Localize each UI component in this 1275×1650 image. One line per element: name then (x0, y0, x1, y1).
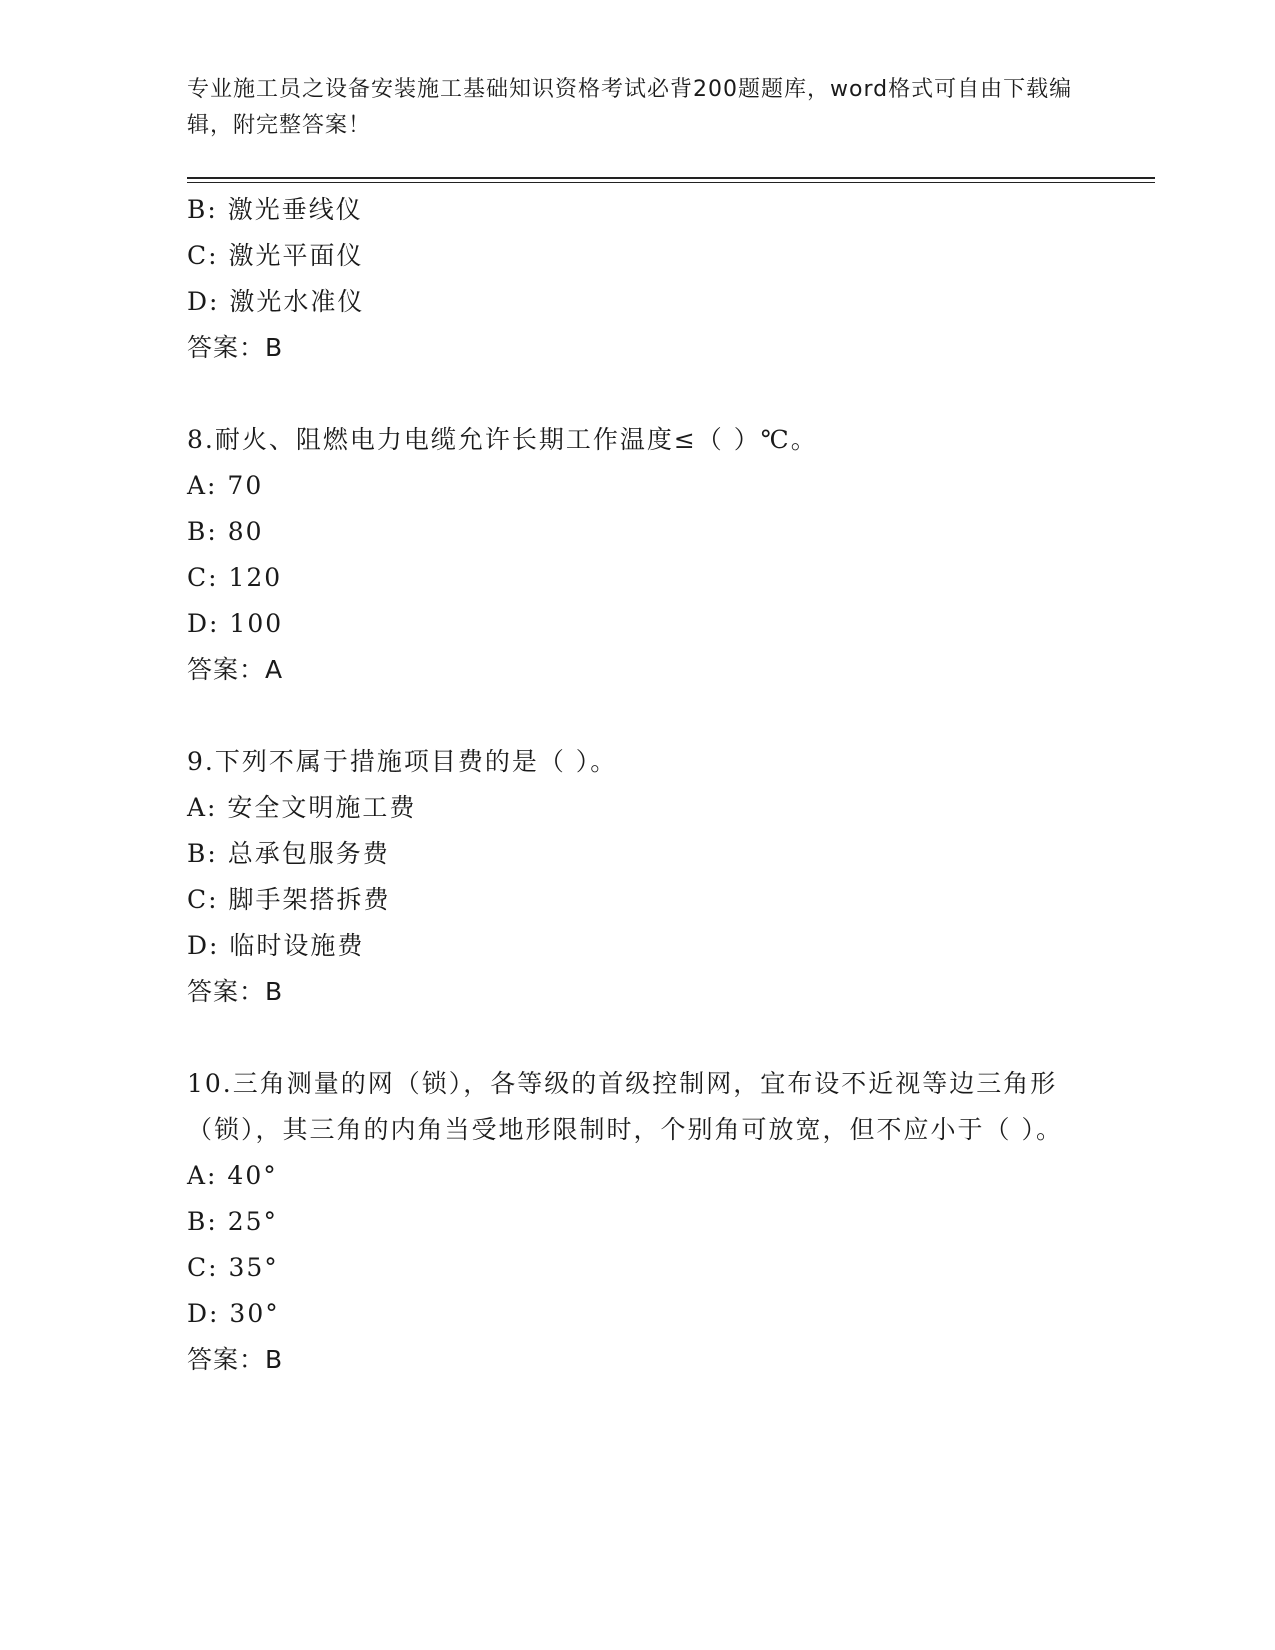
header-divider-thick (187, 177, 1155, 179)
question-block (187, 739, 1087, 1015)
option-item: D: 临时设施费 (187, 931, 365, 960)
question-block (187, 1061, 1087, 1383)
header-divider-thin (187, 182, 1155, 183)
question-text: 9.下列不属于措施项目费的是（ ）。 (187, 747, 618, 776)
question-block (187, 417, 1087, 693)
carryover-block (187, 187, 1087, 371)
document-header: 专业施工员之设备安装施工基础知识资格考试必背200题题库，word格式可自由下载编辑，附完整答案！ (187, 77, 1073, 138)
question-list (187, 187, 1087, 1383)
option-item: D: 100 (187, 609, 284, 638)
option-item: B: 80 (187, 517, 264, 546)
option-item: A: 安全文明施工费 (187, 793, 417, 822)
option-item: C: 激光平面仪 (187, 241, 364, 270)
spacer (187, 1015, 1087, 1061)
option-item: B: 激光垂线仪 (187, 195, 363, 224)
spacer (187, 693, 1087, 739)
option-item: C: 120 (187, 563, 283, 592)
answer-line: 答案：B (187, 1345, 284, 1374)
question-text: 10.三角测量的网（锁），各等级的首级控制网，宜布设不近视等边三角形（锁），其三角的内角当受地形限制时，个别角可放宽，但不应小于（ ）。 (187, 1069, 1063, 1144)
option-item: C: 35° (187, 1253, 279, 1282)
option-item: B: 总承包服务费 (187, 839, 390, 868)
question-text: 8.耐火、阻燃电力电缆允许长期工作温度≤（ ）℃。 (187, 425, 818, 454)
answer-line: 答案：B (187, 333, 284, 362)
option-item: D: 30° (187, 1299, 280, 1328)
answer-line: 答案：B (187, 977, 284, 1006)
spacer (187, 371, 1087, 417)
option-item: A: 40° (187, 1161, 278, 1190)
option-item: C: 脚手架搭拆费 (187, 885, 391, 914)
option-item: A: 70 (187, 471, 264, 500)
option-item: B: 25° (187, 1207, 279, 1236)
option-item: D: 激光水准仪 (187, 287, 365, 316)
answer-line: 答案：A (187, 655, 284, 684)
